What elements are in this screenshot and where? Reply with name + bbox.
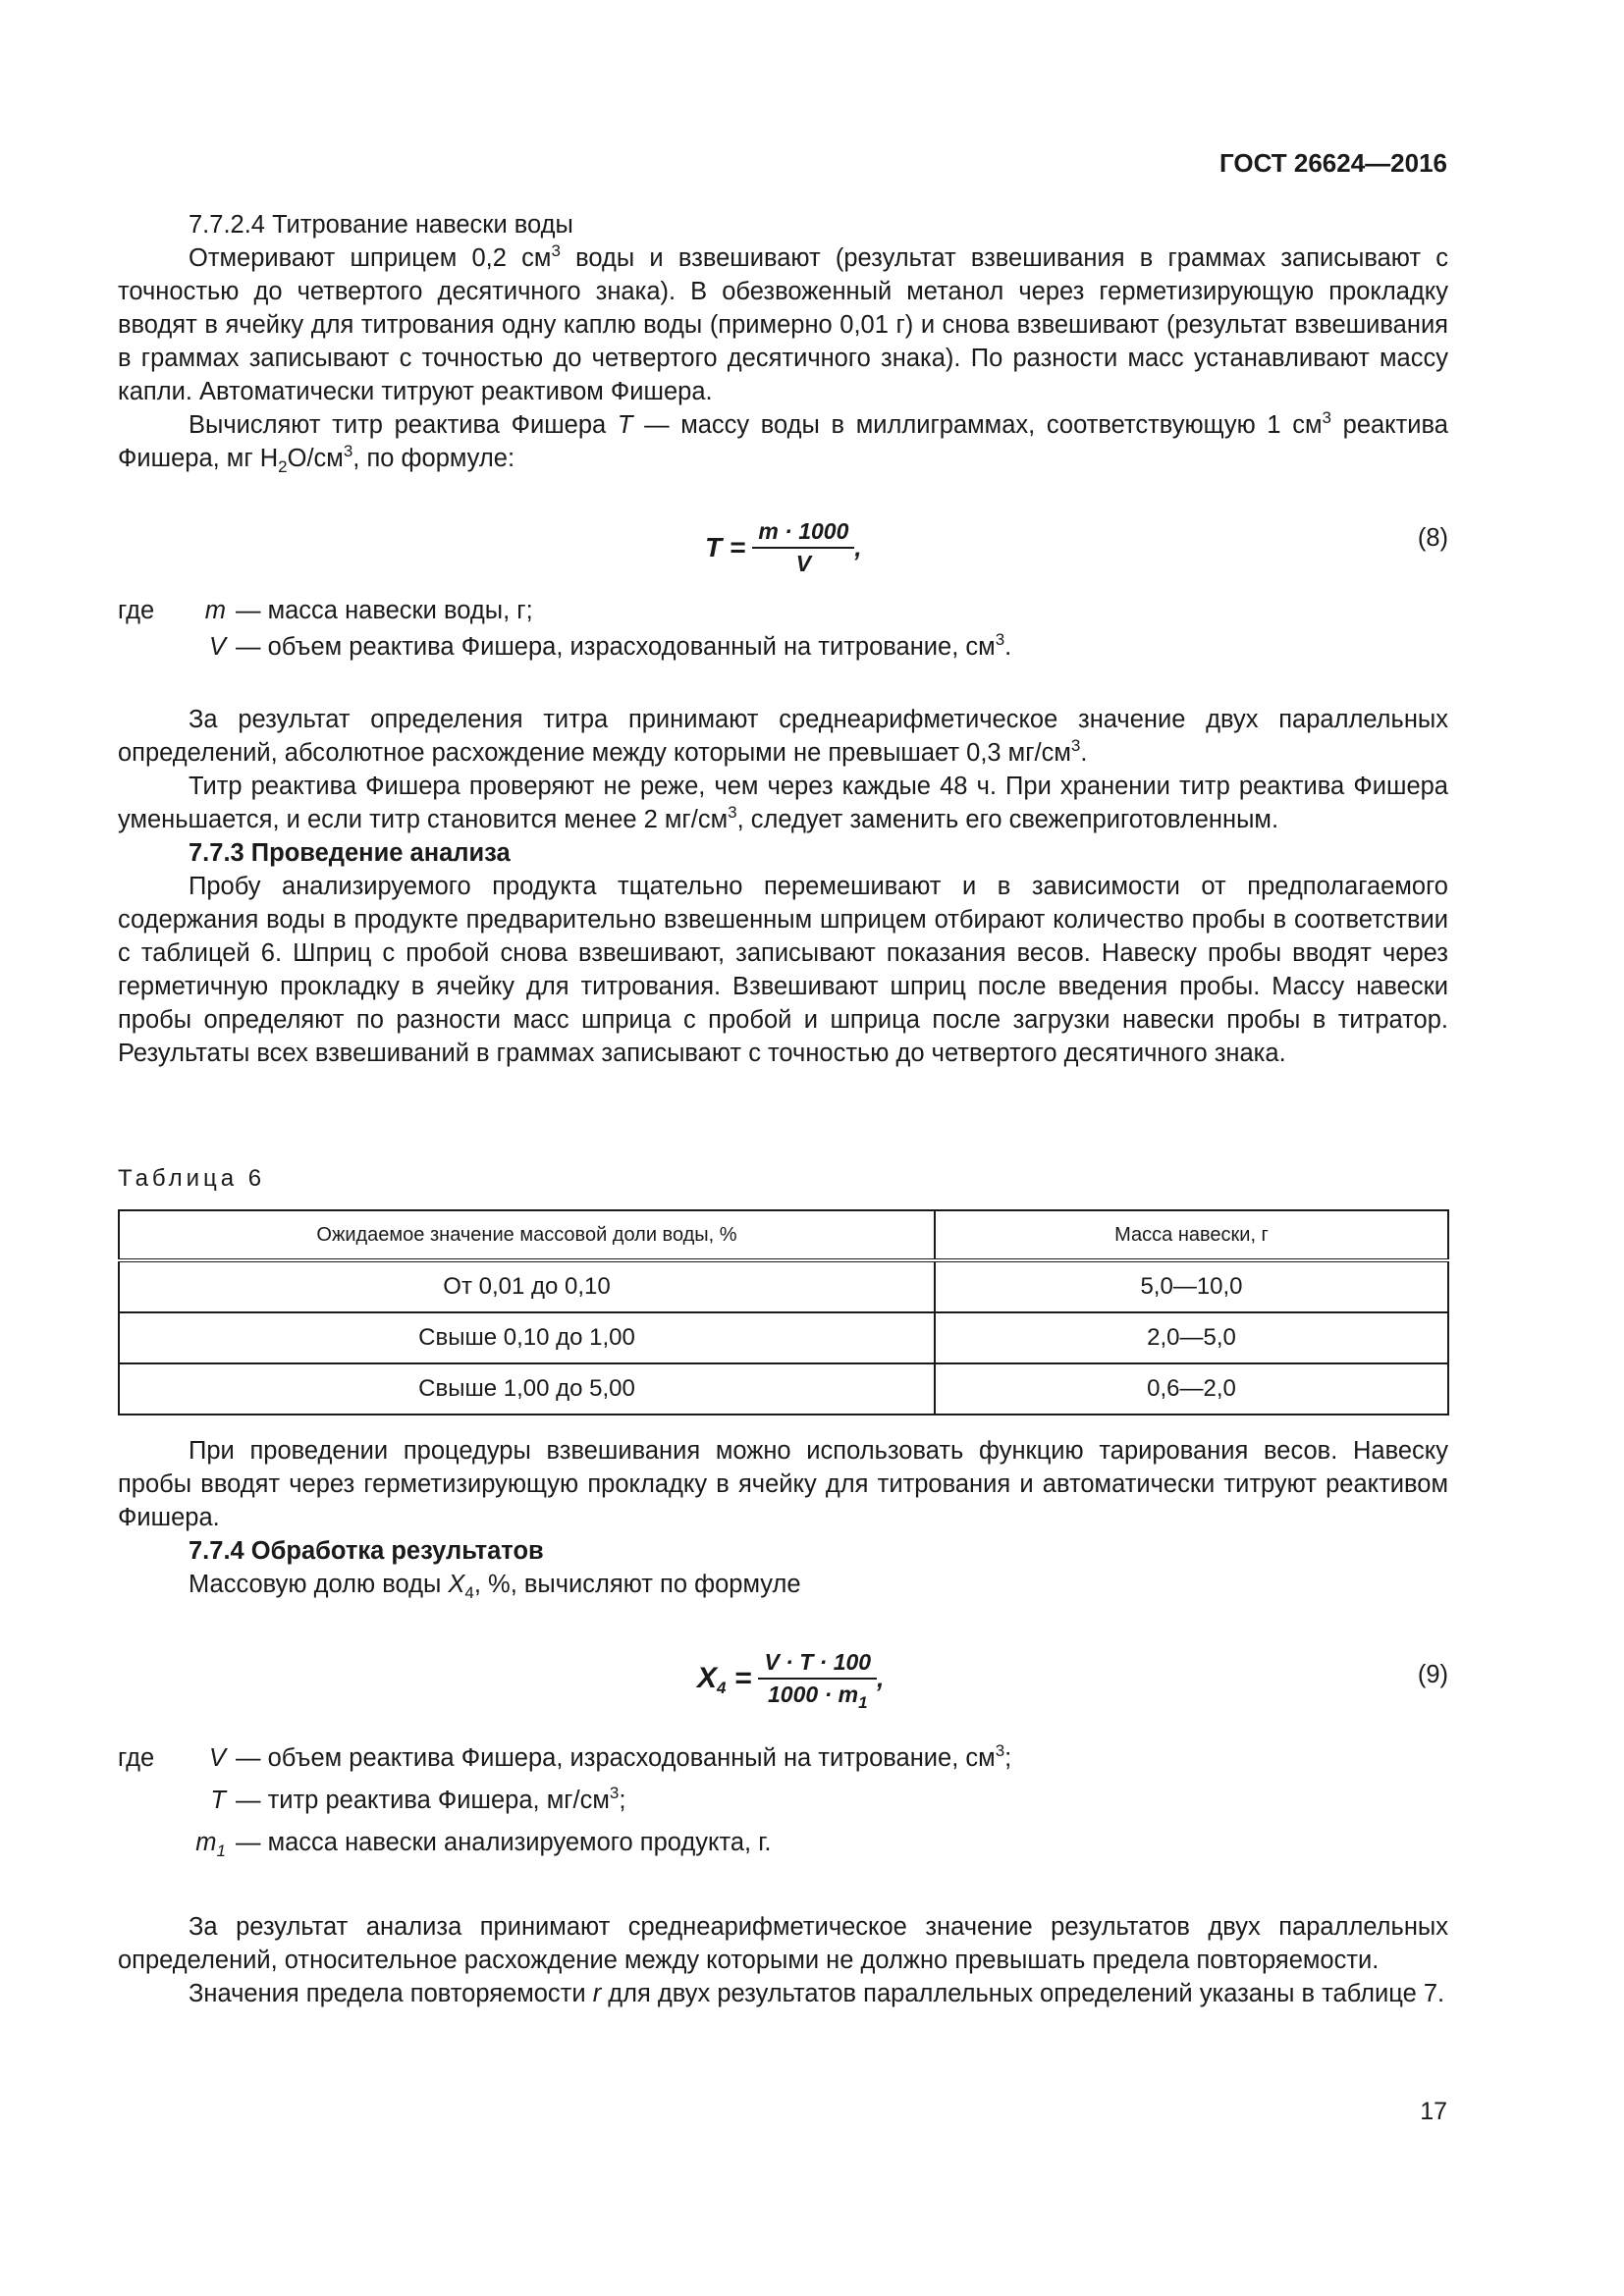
paragraph-titer-check: Титр реактива Фишера проверяют не реже, чем через каждые 48 ч. При хранении титр реактива Фишера уменьшается, и если титр становится менее 2 $мг/см^3$, следует заменить его свежеприготовленным. <box>118 773 1448 833</box>
table-row <box>119 1312 1448 1363</box>
paragraphs-result <box>118 1910 1448 2010</box>
formula-9-number: (9) <box>1417 1661 1448 1688</box>
table-header-cell: Ожидаемое значение массовой доли воды, % <box>119 1210 935 1260</box>
table-cell: 5,0—10,0 <box>935 1260 1448 1312</box>
paragraph-repeatability: Значения предела повторяемости r для двух результатов параллельных определений указаны в таблице 7. <box>189 1980 1445 2007</box>
formula-9-fraction: $\frac{V \cdot T \cdot 100}{1000 \cdot m_1}$ <box>758 1649 877 1708</box>
table-6-caption: Таблица 6 <box>118 1165 266 1192</box>
section-7724-title: 7.7.2.4 Титрование навески воды <box>189 211 573 239</box>
formula-8-lhs: T = <box>705 532 746 562</box>
table-row <box>119 1260 1448 1312</box>
table-header-row <box>119 1210 1448 1260</box>
standard-header: ГОСТ 26624—2016 <box>1219 148 1447 178</box>
section-773-title: 7.7.3 Проведение анализа <box>189 839 511 867</box>
formula-8-number: (8) <box>1417 524 1448 552</box>
table-cell: 0,6—2,0 <box>935 1363 1448 1415</box>
paragraphs-titer <box>118 703 1448 1070</box>
table-cell: 2,0—5,0 <box>935 1312 1448 1363</box>
table-header-cell: Масса навески, г <box>935 1210 1448 1260</box>
formula-8: T = $\frac{m \cdot 1000}{V}$ , (8) <box>705 518 1448 576</box>
paragraph-result: За результат анализа принимают среднеарифметическое значение результатов двух параллельных определений, относительное расхождение между которыми не должно превышать предела повторяемости. <box>118 1913 1448 1974</box>
paragraph-mass-fraction: Массовую долю воды $X_4$, %, вычисляют по формуле <box>189 1571 801 1602</box>
formula-9-lhs: $X_4$ = <box>697 1662 752 1697</box>
formula-8-legend: где m — масса навески воды, г; V — объем реактива Фишера, израсходованный на титрование, $см^3$. <box>118 597 1012 661</box>
table-cell: Свыше 1,00 до 5,00 <box>119 1363 935 1415</box>
table-row <box>119 1363 1448 1415</box>
section-774-title: 7.7.4 Обработка результатов <box>189 1537 544 1565</box>
formula-9: $X_4$ = $\frac{V \cdot T \cdot 100}{1000 \cdot m_1}$ , (9) <box>697 1649 1448 1712</box>
paragraph-water-sample: Отмеривают шприцем 0,2 $см^3$ воды и взвешивают (результат взвешивания в граммах записывают с точностью до четвертого десятичного знака). В обезвоженный метанол через герметизирующую прокладку вводят в ячейку для титрования одну каплю воды (примерно 0,01 г) и снова взвешивают (результат взвешивания в граммах записывают с точностью до четвертого десятичного знака). По разности масс устанавливают массу капли. Автоматически титруют реактивом Фишера. <box>118 241 1448 405</box>
table-cell: От 0,01 до 0,10 <box>119 1260 935 1312</box>
section-7724 <box>118 208 1448 475</box>
page-number: 17 <box>1420 2098 1447 2125</box>
paragraph-titer-calc: Вычисляют титр реактива Фишера T — массу воды в миллиграммах, соответствующую 1 $см^3$ реактива Фишера, мг $H_2O/см^3$, по формуле: <box>118 408 1448 476</box>
formula-8-fraction: $\frac{m \cdot 1000}{V}$ <box>752 518 854 577</box>
formula-9-legend: где V — объем реактива Фишера, израсходованный на титрование, $см^3$; T — титр реактива Фишера, $мг/см^3$; $m_1$ — масса навески анализируемого продукта, г. <box>118 1741 1012 1860</box>
paragraph-titer-result: За результат определения титра принимают среднеарифметическое значение двух параллельных определений, абсолютное расхождение между которыми не превышает 0,3 $мг/см^3$. <box>118 706 1448 767</box>
paragraph-analysis: Пробу анализируемого продукта тщательно перемешивают и в зависимости от предполагаемого содержания воды в продукте предварительно взвешенным шприцем отбирают количество пробы в соответствии с таблицей 6. Шприц с пробой снова взвешивают, записывают показания весов. Навеску пробы вводят через герметичную прокладку в ячейку для титрования. Взвешивают шприц после введения пробы. Массу навески пробы определяют по разности масс шприца с пробой и шприца после загрузки навески пробы в титратор. Результаты всех взвешиваний в граммах записывают с точностью до четвертого десятичного знака. <box>118 873 1448 1067</box>
table-cell: Свыше 0,10 до 1,00 <box>119 1312 935 1363</box>
paragraphs-processing <box>118 1434 1448 1601</box>
table-6 <box>118 1209 1449 1415</box>
paragraph-tare: При проведении процедуры взвешивания можно использовать функцию тарирования весов. Навеску пробы вводят через герметизирующую прокладку в ячейку для титрования и автоматически титруют реактивом Фишера. <box>118 1437 1448 1531</box>
